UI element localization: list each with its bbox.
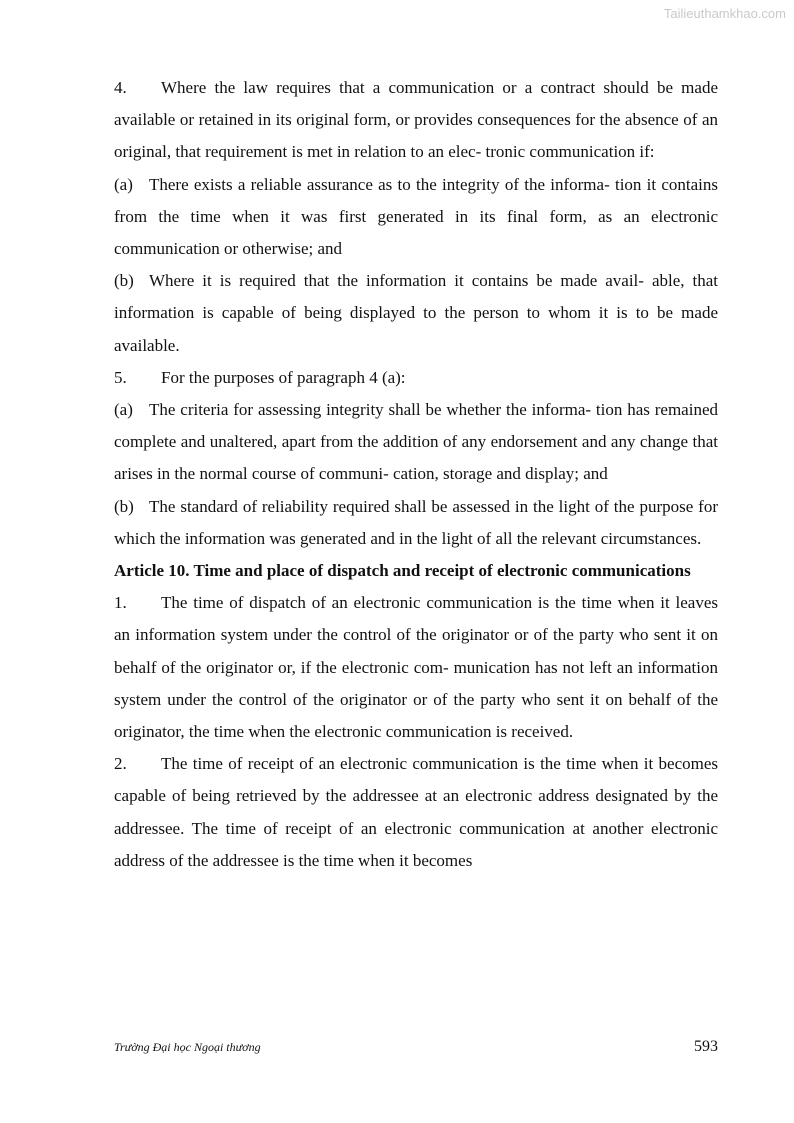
paragraph-number: 5.	[114, 367, 127, 387]
article-heading: Article 10. Time and place of dispatch and receipt of electronic communications	[114, 561, 691, 581]
item-label: (b)	[114, 271, 134, 291]
paragraph-text: The criteria for assessing integrity shall be whether the informa- tion has remained complete and unaltered, apart from the addition of any endorsement and any change that arises in the normal course of communi- cation, storage and display; and	[114, 400, 718, 484]
document-body	[114, 72, 718, 877]
paragraph-text: The time of receipt of an electronic communication is the time when it becomes capable of being retrieved by the addressee at an electronic address designated by the addressee. The time of receipt of an electronic communication at another electronic address of the addressee is the time when it becomes	[114, 754, 718, 870]
paragraph	[114, 362, 718, 394]
paragraph-text: For the purposes of paragraph 4 (a):	[161, 367, 406, 387]
paragraph	[114, 169, 718, 266]
paragraph-text: Where it is required that the information it contains be made avail- able, that information is capable of being displayed to the person to whom it is to be made available.	[114, 271, 718, 355]
item-label: (a)	[114, 174, 133, 194]
page-number: 593	[694, 1038, 718, 1055]
paragraph	[114, 394, 718, 491]
paragraph-text: There exists a reliable assurance as to the integrity of the informa- tion it contains from the time when it was first generated in its final form, as an electronic communication or otherwise; and	[114, 174, 718, 259]
paragraph	[114, 72, 718, 169]
paragraph	[114, 491, 718, 555]
paragraph-text: The standard of reliability required shall be assessed in the light of the purpose for which the information was generated and in the light of all the relevant circumstances.	[114, 496, 718, 548]
paragraph	[114, 748, 718, 877]
paragraph	[114, 587, 718, 748]
item-label: (a)	[114, 400, 133, 420]
paragraph	[114, 265, 718, 362]
paragraph-number: 4.	[114, 78, 127, 97]
item-label: (b)	[114, 496, 134, 516]
footer-institution: Trường Đại học Ngoại thương	[114, 1040, 261, 1054]
paragraph-number: 1.	[114, 593, 127, 613]
paragraph-text: The time of dispatch of an electronic communication is the time when it leaves an information system under the control of the originator or of the party who sent it on behalf of the originator or, if the electronic com- munication has not left an information system under the control of the originator or of the party who sent it on behalf of the originator, the time when the electronic communication is received.	[114, 593, 718, 742]
paragraph-text: Where the law requires that a communication or a contract should be made available or retained in its original form, or provides consequences for the absence of an original, that requirement is met in relation to an elec- tronic communication if:	[114, 78, 718, 162]
paragraph-number: 2.	[114, 754, 127, 774]
watermark: Tailieuthamkhao.com	[663, 6, 786, 21]
